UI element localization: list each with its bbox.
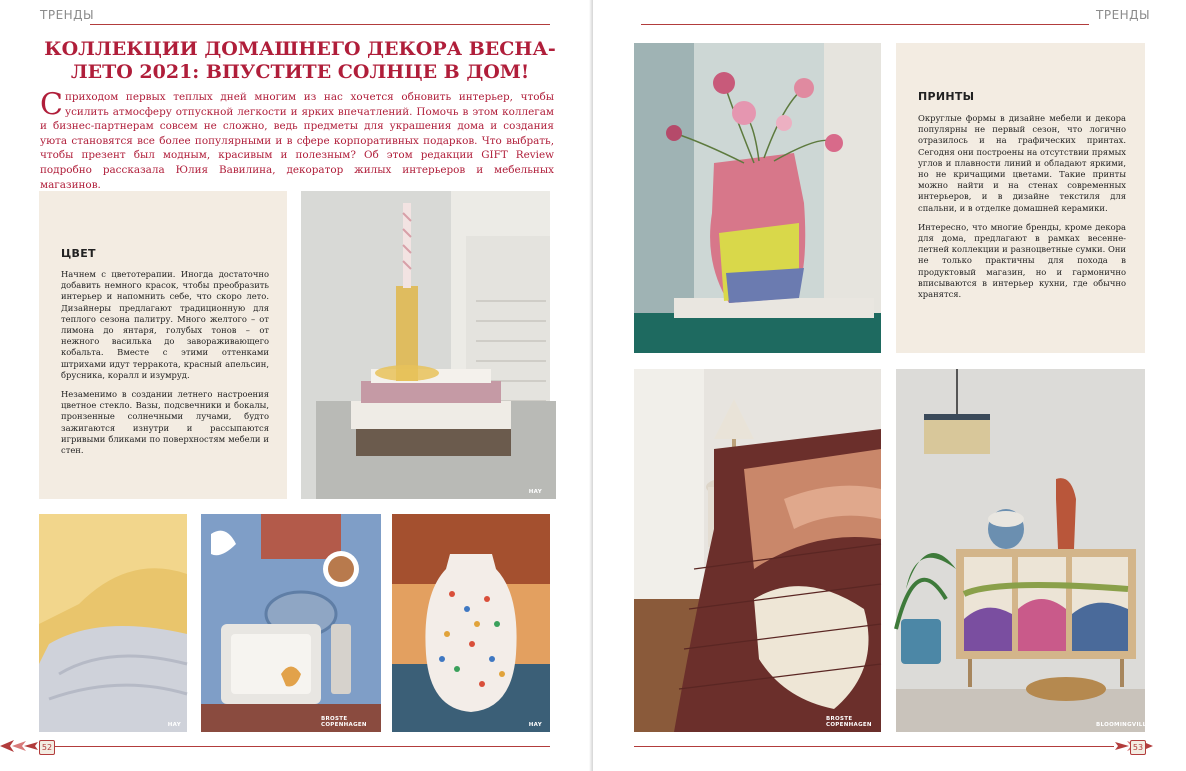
prints-section-box (896, 43, 1145, 353)
kitchen-illustration (201, 514, 381, 732)
right-page (593, 0, 1186, 771)
intro-text: приходом первых теплых дней многим из нас хочется обновить интерьер, чтобы усилить атмосферу отпускной легкости и ярких впечатлений. Помочь в этом коллегам и бизнес-партнерам совсем не сложно, ведь предметы для украшения дома и создания уюта становятся все более популярными и в сфере корпоративных подарков. Что выбрать, чтобы презент был модным, красивым и полезным? Об этом редакции GIFT Review подробно рассказала Юлия Вавилина, декоратор жилых интерьеров и мебельных магазинов. (40, 91, 554, 191)
color-paragraph-2: Незаменимо в создании летнего настроения цветное стекло. Вазы, подсвечники и бокалы, пронзенные солнечными лучами, будто зажигаются изнутри и рассыпаются игривыми бликами по поверхностям мебели и стен. (61, 389, 269, 456)
page-number: 53 (1130, 740, 1146, 755)
ribbon-ornament-icon (0, 738, 40, 754)
prints-paragraph-1: Округлые формы в дизайне мебели и декора популярны не первый сезон, что логично отразилось и на графических принтах. Сегодня они построены на отсутствии прямых углов и плавности линий и обладают яркими, но не кричащими цветами. Такие принты можно найти и на стенах современных интерьеров, и в дизайне текстиля для спальни, и в отделке домашней керамики. (918, 113, 1126, 213)
section-label: ТРЕНДЫ (1096, 8, 1151, 22)
flowers-illustration (634, 43, 881, 353)
photo-credit: HAY (528, 489, 542, 495)
color-section-box (39, 191, 287, 499)
kitchen-photo (201, 514, 381, 732)
footer-rule (54, 746, 550, 747)
article-title: КОЛЛЕКЦИИ ДОМАШНЕГО ДЕКОРА ВЕСНА-ЛЕТО 2021: ВПУСТИТЕ СОЛНЦЕ В ДОМ! (44, 38, 556, 83)
page-number: 52 (39, 740, 55, 755)
candle-photo (301, 191, 550, 499)
bedroom-illustration (634, 369, 881, 732)
vase-photo (392, 514, 550, 732)
vase-illustration (392, 514, 550, 732)
section-label: ТРЕНДЫ (40, 8, 95, 22)
photo-credit: BLOOMINGVILLE (1096, 722, 1151, 728)
candle-illustration (301, 191, 550, 499)
sideboard-photo (896, 369, 1151, 732)
article-intro (40, 87, 554, 192)
photo-credit: HAY (167, 722, 181, 728)
header-rule (90, 24, 550, 25)
header-rule (641, 24, 1089, 25)
drop-cap: С (40, 87, 63, 122)
bedding-illustration (39, 514, 187, 732)
sideboard-illustration (896, 369, 1145, 732)
photo-credit: BROSTE COPENHAGEN (321, 716, 367, 728)
footer-rule (634, 746, 1114, 747)
color-text (61, 269, 269, 464)
color-heading: ЦВЕТ (61, 247, 96, 260)
flowers-photo (634, 43, 881, 353)
prints-heading: ПРИНТЫ (918, 90, 975, 103)
color-paragraph-1: Начнем с цветотерапии. Иногда достаточно добавить немного красок, чтобы преобразить интерьер и напомнить себе, что скоро лето. Дизайнеры предлагают традиционную для теплого сезона палитру. Много желтого – от лимона до янтаря, голубых тонов – от нежного василька до завораживающего кобальта. Вместе с этими оттенками штрихами идут терракота, красный апельсин, брусника, коралл и изумруд. (61, 269, 269, 380)
prints-text (918, 113, 1126, 308)
prints-paragraph-2: Интересно, что многие бренды, кроме декора для дома, предлагают в рамках весенне-летней коллекции и разноцветные сумки. Они не только практичны для похода в продуктовый магазин, но и гармонично вписываются в интерьер кухни, где обычно хранятся. (918, 221, 1126, 300)
bedding-photo (39, 514, 187, 732)
photo-credit: BROSTE COPENHAGEN (826, 716, 872, 728)
bedroom-photo (634, 369, 881, 732)
photo-credit: HAY (528, 722, 542, 728)
